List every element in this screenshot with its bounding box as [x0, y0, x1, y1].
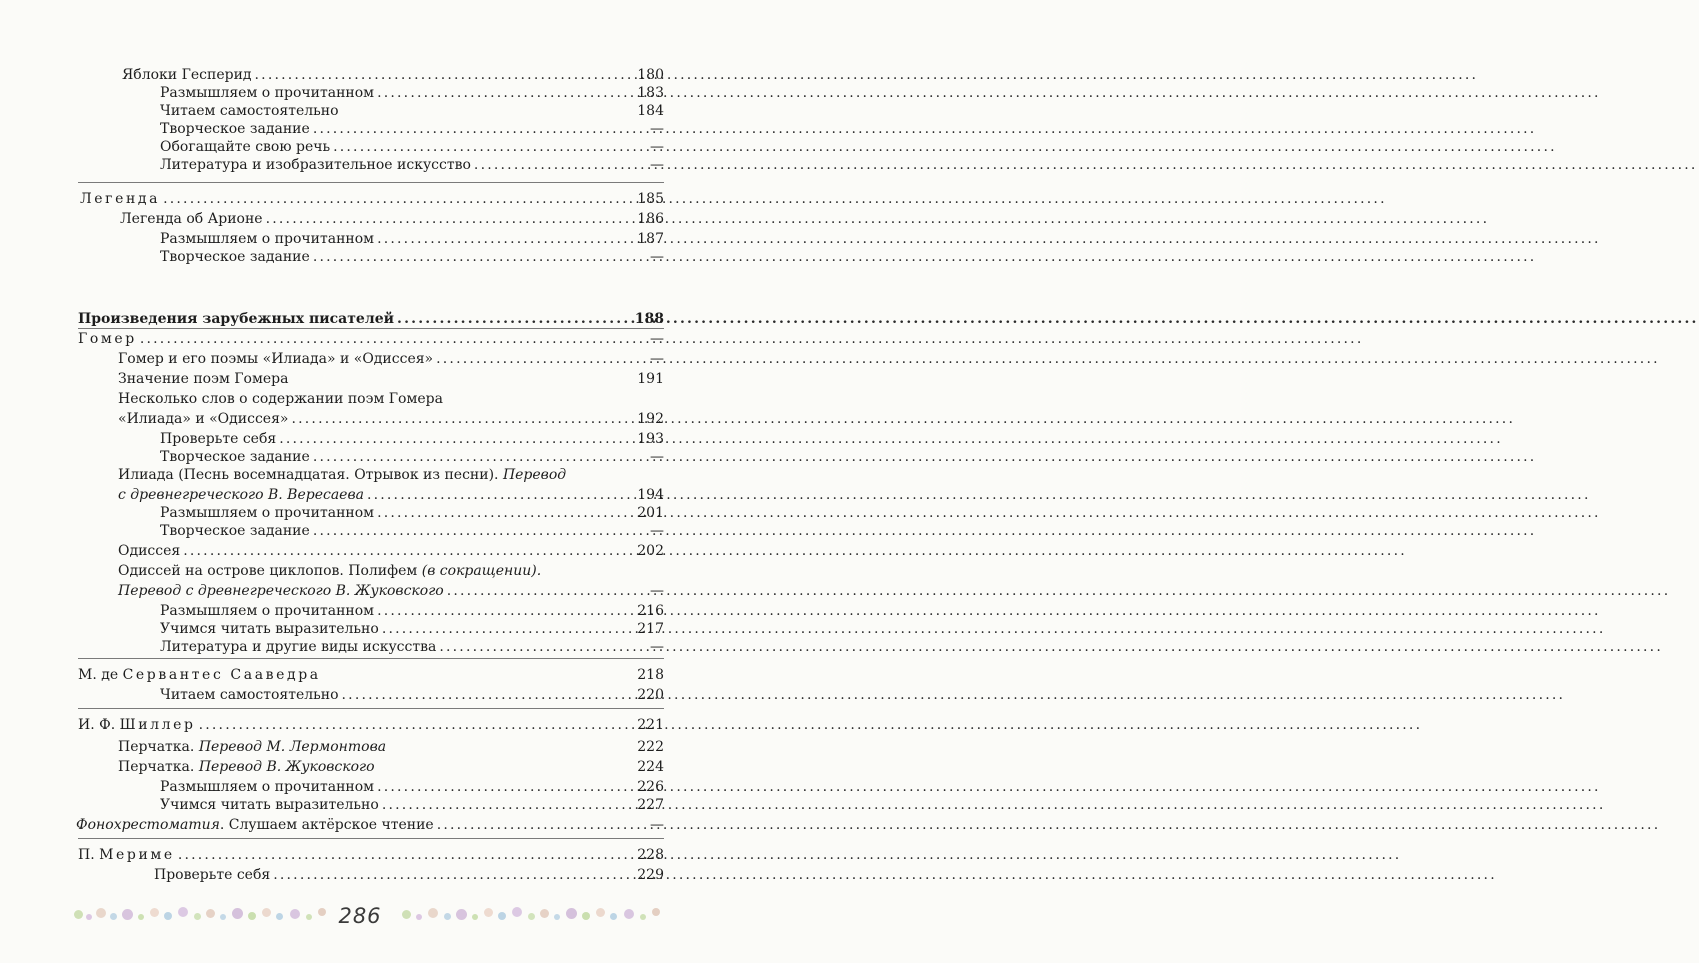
toc-entry-title: Проверьте себя	[154, 867, 271, 883]
decor-dot	[416, 914, 422, 920]
decor-dot	[178, 907, 188, 917]
toc-entry-title: «Илиада» и «Одиссея»	[118, 411, 289, 427]
toc-entry[interactable]	[160, 602, 664, 620]
toc-entry[interactable]	[160, 504, 664, 522]
decor-dot	[262, 908, 271, 917]
decor-dot	[290, 909, 300, 919]
toc-entry-fonohrestomatiya[interactable]	[76, 816, 664, 834]
page-number: 286	[338, 904, 382, 928]
decor-dot	[74, 910, 83, 919]
decor-dot	[248, 912, 256, 920]
toc-entry-title: Гомер	[78, 331, 137, 347]
toc-entry-title: Творческое задание	[160, 249, 310, 265]
toc-entry-title: Проверьте себя	[160, 431, 277, 447]
section-divider	[78, 328, 664, 329]
decor-dot	[540, 909, 549, 918]
toc-entry-title: П. Мериме	[78, 847, 175, 863]
decor-dot	[306, 914, 312, 920]
toc-entry-cervantes[interactable]	[78, 666, 664, 684]
decor-dot	[138, 914, 144, 920]
decor-dot	[640, 914, 646, 920]
decor-dot	[232, 908, 243, 919]
toc-page-number: 201	[637, 505, 664, 521]
toc-entry-odisseya[interactable]	[118, 542, 664, 560]
toc-entry-title: Учимся читать выразительно	[160, 797, 379, 813]
toc-entry[interactable]	[118, 370, 664, 388]
leader-dots	[291, 410, 633, 428]
leader-dots	[377, 230, 633, 248]
toc-entry[interactable]	[160, 156, 664, 174]
decor-dot	[150, 908, 159, 917]
decor-dot	[402, 910, 411, 919]
decor-dot	[566, 908, 577, 919]
toc-page-number: 184	[637, 103, 664, 119]
toc-page-number: 218	[637, 667, 664, 683]
toc-entry[interactable]	[118, 758, 664, 776]
leader-dots	[377, 504, 633, 522]
toc-entry[interactable]	[118, 582, 664, 600]
toc-entry-title: И. Ф. Шиллер	[78, 717, 196, 733]
leader-dots	[474, 156, 634, 174]
toc-entry-title: Гомер и его поэмы «Илиада» и «Одиссея»	[118, 351, 434, 367]
decor-dot	[554, 914, 560, 920]
decor-dot	[512, 907, 522, 917]
toc-page-number: —	[650, 639, 664, 655]
toc-entry-title: Размышляем о прочитанном	[160, 505, 375, 521]
decor-dot	[596, 908, 605, 917]
toc-entry[interactable]	[118, 410, 664, 428]
toc-page-number: 228	[637, 847, 664, 863]
toc-page-number: 221	[637, 717, 664, 733]
toc-entry-iliada[interactable]	[118, 486, 664, 504]
toc-entry[interactable]	[160, 686, 664, 704]
decor-dot	[624, 909, 634, 919]
toc-entry[interactable]	[118, 738, 664, 756]
leader-dots	[313, 120, 634, 138]
toc-entry-title: Перевод с древнегреческого В. Жуковского	[118, 583, 444, 599]
toc-page-number: —	[650, 583, 664, 599]
decor-dot	[472, 914, 478, 920]
toc-page-number: 186	[637, 211, 664, 227]
toc-page-number: —	[650, 449, 664, 465]
leader-dots	[439, 638, 634, 656]
toc-entry-legenda[interactable]	[80, 190, 664, 208]
section-divider	[78, 838, 664, 839]
toc-page-number: 224	[637, 759, 664, 775]
leader-dots	[313, 448, 634, 466]
decor-dot	[164, 912, 172, 920]
toc-entry-gomer[interactable]	[78, 330, 664, 348]
toc-entry-yabloki[interactable]	[122, 66, 664, 84]
toc-entry-title: Размышляем о прочитанном	[160, 603, 375, 619]
toc-entry[interactable]	[118, 350, 664, 368]
toc-page-number: 193	[637, 431, 664, 447]
toc-entry[interactable]	[160, 430, 664, 448]
toc-page-number: 222	[637, 739, 664, 755]
decor-dot	[610, 913, 617, 920]
toc-entry-title: Перчатка. Перевод М. Лермонтова	[118, 739, 387, 755]
leader-dots	[382, 620, 633, 638]
toc-entry[interactable]	[160, 102, 664, 120]
leader-dots	[447, 582, 634, 600]
toc-page-number: —	[650, 331, 664, 347]
toc-entry-title: Легенда об Арионе	[120, 211, 263, 227]
toc-entry-title: Фонохрестоматия. Слушаем актёрское чтение	[76, 817, 434, 833]
toc-page-number: 183	[637, 85, 664, 101]
leader-dots	[266, 210, 634, 228]
section-divider	[78, 708, 664, 709]
toc-entry-title: Учимся читать выразительно	[160, 621, 379, 637]
decor-dot	[110, 913, 117, 920]
toc-entry[interactable]	[160, 120, 664, 138]
toc-entry[interactable]	[160, 620, 664, 638]
decor-dot	[582, 912, 590, 920]
toc-entry-title: Литература и другие виды искусства	[160, 639, 437, 655]
leader-dots	[367, 486, 633, 504]
leader-dots	[377, 84, 633, 102]
toc-entry-title: Обогащайте свою речь	[160, 139, 331, 155]
toc-entry-title: Яблоки Гесперид	[122, 67, 252, 83]
toc-entry[interactable]	[160, 230, 664, 248]
toc-entry-title: Значение поэм Гомера	[118, 371, 289, 387]
decor-dot	[428, 908, 438, 918]
toc-entry-title: Размышляем о прочитанном	[160, 85, 375, 101]
decor-dot	[206, 909, 215, 918]
toc-entry[interactable]	[160, 138, 664, 156]
toc-entry-arion[interactable]	[120, 210, 664, 228]
toc-page-number: 191	[637, 371, 664, 387]
toc-page-number: 185	[637, 191, 664, 207]
leader-dots	[163, 190, 633, 208]
toc-entry-line: Несколько слов о содержании поэм Гомера	[118, 391, 443, 407]
toc-page-number: 180	[637, 67, 664, 83]
decor-dot	[276, 913, 283, 920]
leader-dots	[313, 248, 634, 266]
toc-entry[interactable]	[160, 796, 664, 814]
toc-entry-title: Легенда	[80, 191, 161, 207]
toc-page-number: 220	[637, 687, 664, 703]
leader-dots	[273, 866, 633, 884]
toc-entry-title: Творческое задание	[160, 523, 310, 539]
toc-page-number: —	[650, 157, 664, 173]
decor-dot	[220, 914, 226, 920]
section-divider	[78, 658, 664, 659]
toc-entry[interactable]	[160, 522, 664, 540]
toc-entry-title: Одиссея	[118, 543, 181, 559]
toc-entry-title: Творческое задание	[160, 121, 310, 137]
leader-dots	[178, 846, 633, 864]
leader-dots	[382, 796, 633, 814]
section-title: Произведения зарубежных писателей	[78, 311, 394, 327]
toc-page-number: 194	[637, 487, 664, 503]
decor-dot	[456, 909, 467, 920]
decor-dot	[122, 909, 133, 920]
leader-dots	[183, 542, 633, 560]
toc-page-number: 217	[637, 621, 664, 637]
toc-entry-title: Перчатка. Перевод В. Жуковского	[118, 759, 375, 775]
decor-dot	[528, 913, 535, 920]
toc-page-number: —	[650, 249, 664, 265]
toc-entry[interactable]	[160, 638, 664, 656]
toc-section-foreign-writers[interactable]	[78, 310, 664, 328]
toc-page-number: 226	[637, 779, 664, 795]
toc-entry-title: М. де Сервантес Сааведра	[78, 667, 321, 683]
toc-entry-title: Размышляем о прочитанном	[160, 779, 375, 795]
toc-page-number: 227	[637, 797, 664, 813]
toc-page-number: 192	[637, 411, 664, 427]
decor-dot	[444, 913, 451, 920]
leader-dots	[342, 686, 634, 704]
leader-dots	[437, 816, 634, 834]
toc-entry-title: Читаем самостоятельно	[160, 687, 339, 703]
leader-dots	[140, 330, 634, 348]
toc-entry-title: Читаем самостоятельно	[160, 103, 339, 119]
toc-page-number: —	[650, 121, 664, 137]
toc-entry[interactable]	[160, 448, 664, 466]
toc-page-number: —	[650, 817, 664, 833]
toc-entry-title: Размышляем о прочитанном	[160, 231, 375, 247]
decor-dot	[498, 912, 506, 920]
toc-page-number: 187	[637, 231, 664, 247]
leader-dots	[313, 522, 634, 540]
toc-page-number: 229	[637, 867, 664, 883]
toc-page-number: —	[650, 523, 664, 539]
decor-dot	[96, 908, 106, 918]
toc-entry[interactable]	[160, 778, 664, 796]
toc-page-number: 216	[637, 603, 664, 619]
toc-entry[interactable]	[154, 866, 664, 884]
leader-dots	[377, 778, 633, 796]
decor-dot	[86, 914, 92, 920]
toc-page-number: —	[650, 351, 664, 367]
leader-dots	[397, 310, 631, 328]
toc-entry-title: Творческое задание	[160, 449, 310, 465]
toc-entry-title: Литература и изобразительное искусство	[160, 157, 471, 173]
decor-dot	[652, 908, 660, 916]
toc-entry[interactable]	[160, 84, 664, 102]
leader-dots	[377, 602, 633, 620]
toc-page-number: 188	[634, 311, 664, 327]
toc-entry-schiller[interactable]	[78, 716, 664, 734]
decor-dot	[194, 913, 201, 920]
leader-dots	[279, 430, 633, 448]
toc-entry-line: Илиада (Песнь восемнадцатая. Отрывок из песни). Перевод	[118, 467, 567, 483]
leader-dots	[436, 350, 634, 368]
leader-dots	[333, 138, 634, 156]
toc-entry-line: Одиссей на острове циклопов. Полифем (в сокращении).	[118, 563, 542, 579]
toc-entry-merime[interactable]	[78, 846, 664, 864]
leader-dots	[255, 66, 634, 84]
table-of-contents	[0, 0, 700, 900]
toc-page-number: —	[650, 139, 664, 155]
toc-entry-title: с древнегреческого В. Вересаева	[118, 487, 364, 503]
toc-page-number: 202	[637, 543, 664, 559]
leader-dots	[199, 716, 634, 734]
section-divider	[78, 182, 664, 183]
toc-entry[interactable]	[160, 248, 664, 266]
decor-dot	[484, 908, 493, 917]
